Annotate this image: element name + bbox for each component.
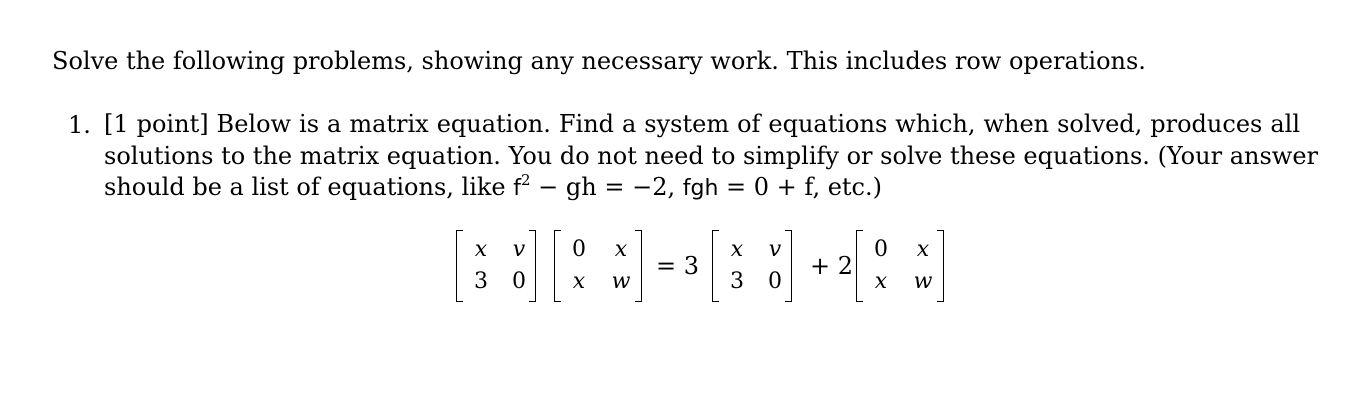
problem-statement bbox=[104, 109, 1318, 205]
matrix-a-right-bracket bbox=[529, 230, 536, 302]
example-f: f bbox=[513, 176, 521, 201]
matrix-a-cell-21: 3 bbox=[474, 269, 488, 294]
matrix-a-cell-12: v bbox=[512, 237, 526, 262]
problem-line-1: [1 point] Below is a matrix equation. Find a system of equations which, when solved, produces all bbox=[104, 110, 1300, 138]
matrix-c-cell-12: v bbox=[768, 237, 782, 262]
matrix-c-cell-22: 0 bbox=[768, 269, 782, 294]
example-exponent: 2 bbox=[521, 171, 531, 189]
matrix-b bbox=[554, 230, 642, 302]
matrix-c-cell-21: 3 bbox=[730, 269, 744, 294]
line-3-prefix: should be a list of equations, like bbox=[104, 173, 514, 201]
equals-three: = 3 bbox=[656, 252, 700, 280]
matrix-b-left-bracket bbox=[554, 230, 561, 302]
matrix-c-left-bracket bbox=[712, 230, 719, 302]
matrix-b-right-bracket bbox=[635, 230, 642, 302]
matrix-b-cell-22: w bbox=[611, 269, 631, 294]
matrix-a bbox=[456, 230, 536, 302]
matrix-d-cell-22: w bbox=[913, 269, 933, 294]
matrix-b-cell-21: x bbox=[572, 269, 586, 294]
plus-two: + 2 bbox=[810, 252, 854, 280]
matrix-d-cell-11: 0 bbox=[874, 237, 888, 262]
instructions-text: Solve the following problems, showing any necessary work. This includes row operations. bbox=[52, 47, 1146, 75]
problem-line-3 bbox=[104, 172, 1300, 205]
matrix-c-right-bracket bbox=[785, 230, 792, 302]
matrix-d-cell-12: x bbox=[916, 237, 930, 262]
matrix-d bbox=[856, 230, 944, 302]
matrix-b-cell-11: 0 bbox=[572, 237, 586, 262]
matrix-c bbox=[712, 230, 792, 302]
matrix-a-left-bracket bbox=[456, 230, 463, 302]
example-1-rest: − gh = −2, bbox=[530, 173, 676, 201]
matrix-d-right-bracket bbox=[937, 230, 944, 302]
example-2-rest: = 0 + f, etc.) bbox=[718, 173, 882, 201]
problem-number: 1. bbox=[68, 111, 91, 139]
matrix-b-cell-12: x bbox=[614, 237, 628, 262]
matrix-a-cell-22: 0 bbox=[512, 269, 526, 294]
matrix-d-cell-21: x bbox=[874, 269, 888, 294]
example-fgh: fgh bbox=[682, 176, 719, 201]
matrix-d-left-bracket bbox=[856, 230, 863, 302]
matrix-c-cell-11: x bbox=[730, 237, 744, 262]
matrix-a-cell-11: x bbox=[474, 237, 488, 262]
problem-line-2: solutions to the matrix equation. You do not need to simplify or solve these equations. (Your answer bbox=[104, 141, 1318, 170]
